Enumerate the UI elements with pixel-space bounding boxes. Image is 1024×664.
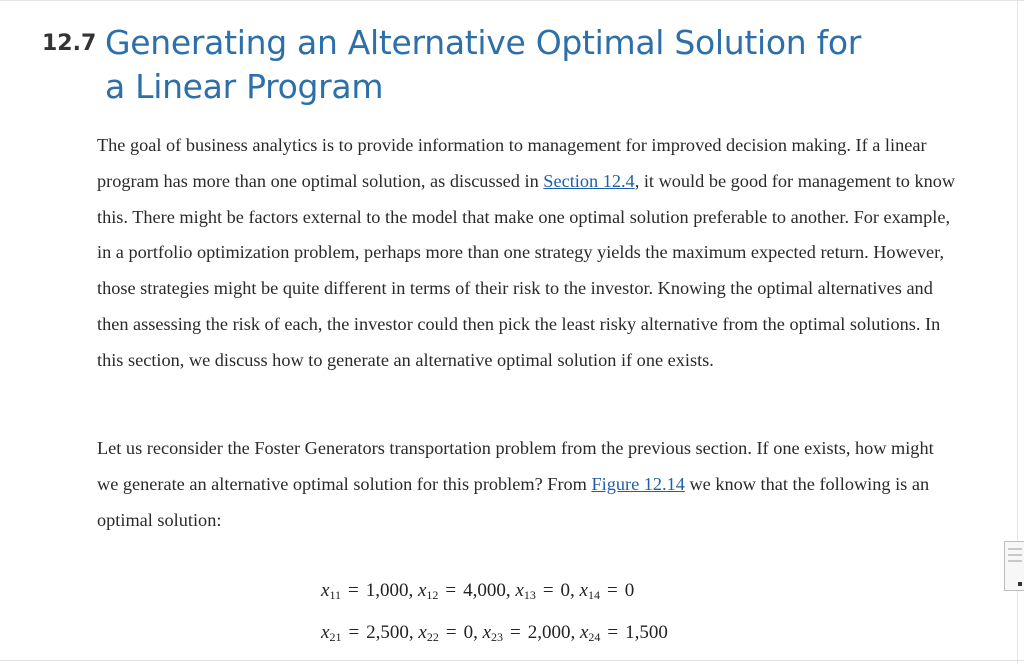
variable-subscript: 12 xyxy=(426,588,439,602)
solution-term: $x_{21} = 2,500$ xyxy=(321,622,409,644)
variable-subscript: 11 xyxy=(329,588,341,602)
paragraph-text: , it would be good for management to know this. There might be factors external to the model that make one optimal solution preferable to another. For example, in a portfolio optimization problem, perhaps more than one strategy yields the maximum expected return. However, those strategies might be quite different in terms of their risk to the investor. Knowing the optimal alternatives and then assessing the risk of each, the investor could then pick the least risky alternative from the optimal solutions. In this section, we discuss how to generate an alternative optimal solution if one exists. xyxy=(97,170,956,370)
paragraph-text: The goal of business analytics is to provide information to management for improved decision making. If a linear program has more than one optimal solution, as discussed in xyxy=(97,135,927,191)
paragraph-text: Let us reconsider the Foster Generators transportation problem from the previous section. If one exists, how might we generate an alternative optimal solution for this problem? From xyxy=(97,438,934,494)
variable-value: 1,500 xyxy=(625,622,668,643)
variable-name: x xyxy=(515,580,524,601)
variable-name: x xyxy=(579,580,588,601)
panel-line-icon xyxy=(1008,560,1022,562)
page-bottom-border xyxy=(0,660,1024,661)
solution-term: $x_{11} = 1,000$ xyxy=(321,580,409,602)
figure-12-14-link[interactable]: Figure 12.14 xyxy=(591,473,685,494)
variable-subscript: 24 xyxy=(588,630,601,644)
variable-name: x xyxy=(321,622,330,643)
solution-equation-row-1: $x_{11} = 1,000$, $x_{12} = 4,000$, $x_{13} = 0$, $x_{14} = 0$ xyxy=(321,580,635,602)
solution-equation-row-2: $x_{21} = 2,500$, $x_{22} = 0$, $x_{23} = 2,000$, $x_{24} = 1,500$ xyxy=(321,622,668,644)
section-12-4-link[interactable]: Section 12.4 xyxy=(543,170,635,191)
panel-marker-icon xyxy=(1018,582,1022,586)
variable-value: 0 xyxy=(560,580,571,601)
panel-line-icon xyxy=(1008,554,1022,556)
variable-value: 1,000 xyxy=(365,580,409,601)
variable-value: 2,000 xyxy=(527,622,571,643)
paragraph-intro xyxy=(97,128,959,379)
variable-value: 0 xyxy=(463,622,474,643)
paragraph-foster-generators xyxy=(97,431,959,538)
variable-value: 0 xyxy=(624,580,635,601)
variable-subscript: 23 xyxy=(491,630,503,644)
variable-subscript: 13 xyxy=(523,588,536,602)
side-panel-tab[interactable] xyxy=(1004,541,1024,591)
variable-name: x xyxy=(321,580,330,601)
solution-term: $x_{12} = 4,000$ xyxy=(417,580,506,602)
variable-value: 2,500 xyxy=(366,622,409,643)
variable-name: x xyxy=(417,580,427,601)
section-number: 12.7 xyxy=(42,31,97,56)
variable-name: x xyxy=(579,622,589,643)
variable-name: x xyxy=(418,622,427,643)
solution-term: $x_{22} = 0$ xyxy=(418,622,474,644)
solution-term: $x_{24} = 1,500$ xyxy=(579,622,668,644)
variable-value: 4,000 xyxy=(463,580,506,601)
solution-term: $x_{13} = 0$ xyxy=(515,580,571,602)
paragraph-text: we know that the following is an optimal solution: xyxy=(97,473,930,530)
section-title: Generating an Alternative Optimal Solution for a Linear Program xyxy=(105,23,862,106)
variable-subscript: 21 xyxy=(329,630,342,644)
variable-name: x xyxy=(482,622,491,643)
solution-term: $x_{23} = 2,000$ xyxy=(482,622,571,644)
variable-subscript: 22 xyxy=(426,630,439,644)
panel-line-icon xyxy=(1008,548,1022,550)
solution-term: $x_{14} = 0$ xyxy=(579,580,635,602)
variable-subscript: 14 xyxy=(587,588,600,602)
